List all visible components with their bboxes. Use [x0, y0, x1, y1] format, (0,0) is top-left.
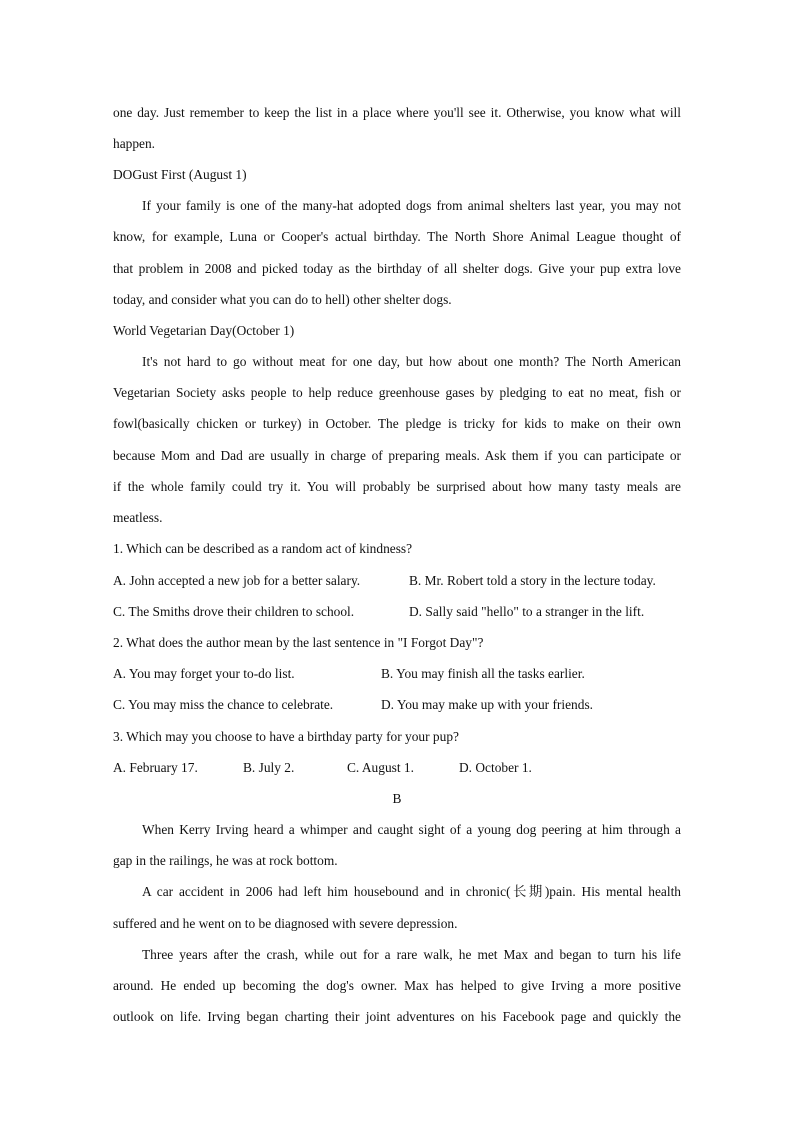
passage-line: A car accident in 2006 had left him housebound and in chronic(长期)pain. His mental health: [142, 884, 681, 899]
question-stem: 1. Which can be described as a random act of kindness?: [113, 541, 413, 556]
passage-line: one day. Just remember to keep the list in a place where you'll see it. Otherwise, you know what will: [113, 105, 681, 120]
passage-line: suffered and he went on to be diagnosed with severe depression.: [113, 916, 458, 931]
passage-line: because Mom and Dad are usually in charge of preparing meals. Ask them if you can participate or: [113, 448, 681, 463]
question-option: A. You may forget your to-do list.: [113, 666, 295, 681]
passage-line: around. He ended up becoming the dog's owner. Max has helped to give Irving a more positive: [113, 978, 681, 993]
question-option: D. You may make up with your friends.: [381, 697, 593, 712]
question-option: B. You may finish all the tasks earlier.: [381, 666, 585, 681]
question-option: B. July 2.: [243, 760, 295, 775]
passage-line: know, for example, Luna or Cooper's actual birthday. The North Shore Animal League thought of: [113, 229, 681, 244]
passage-line: If your family is one of the many-hat adopted dogs from animal shelters last year, you may not: [142, 198, 681, 213]
passage-line: today, and consider what you can do to hell) other shelter dogs.: [113, 292, 452, 307]
question-option: A. John accepted a new job for a better salary.: [113, 573, 361, 588]
passage-line: When Kerry Irving heard a whimper and caught sight of a young dog peering at him through a: [142, 822, 681, 837]
question-option: C. You may miss the chance to celebrate.: [113, 697, 334, 712]
passage-line: that problem in 2008 and picked today as the birthday of all shelter dogs. Give your pup extra love: [113, 261, 681, 276]
passage-line: It's not hard to go without meat for one day, but how about one month? The North American: [142, 354, 681, 369]
question-option: A. February 17.: [113, 760, 198, 775]
question-option: B. Mr. Robert told a story in the lecture today.: [409, 573, 656, 588]
question-stem: 3. Which may you choose to have a birthday party for your pup?: [113, 729, 459, 744]
section-label: B: [392, 791, 402, 806]
passage-line: Three years after the crash, while out for a rare walk, he met Max and began to turn his life: [142, 947, 681, 962]
question-option: D. October 1.: [459, 760, 532, 775]
passage-line: outlook on life. Irving began charting their joint adventures on his Facebook page and quickly the: [113, 1009, 681, 1024]
question-stem: 2. What does the author mean by the last sentence in "I Forgot Day"?: [113, 635, 484, 650]
passage-line: meatless.: [113, 510, 163, 525]
question-option: C. August 1.: [347, 760, 414, 775]
question-option: D. Sally said "hello" to a stranger in the lift.: [409, 604, 645, 619]
passage-line: gap in the railings, he was at rock bottom.: [113, 853, 338, 868]
section-heading-dogust: DOGust First (August 1): [113, 167, 247, 182]
passage-line: if the whole family could try it. You will probably be surprised about how many tasty meals are: [113, 479, 681, 494]
passage-line: happen.: [113, 136, 156, 151]
section-heading-vegetarian: World Vegetarian Day(October 1): [113, 323, 295, 338]
passage-line: Vegetarian Society asks people to help reduce greenhouse gases by pledging to eat no meat, fish or: [113, 385, 681, 400]
passage-line: fowl(basically chicken or turkey) in October. The pledge is tricky for kids to make on their own: [113, 416, 681, 431]
question-option: C. The Smiths drove their children to school.: [113, 604, 355, 619]
